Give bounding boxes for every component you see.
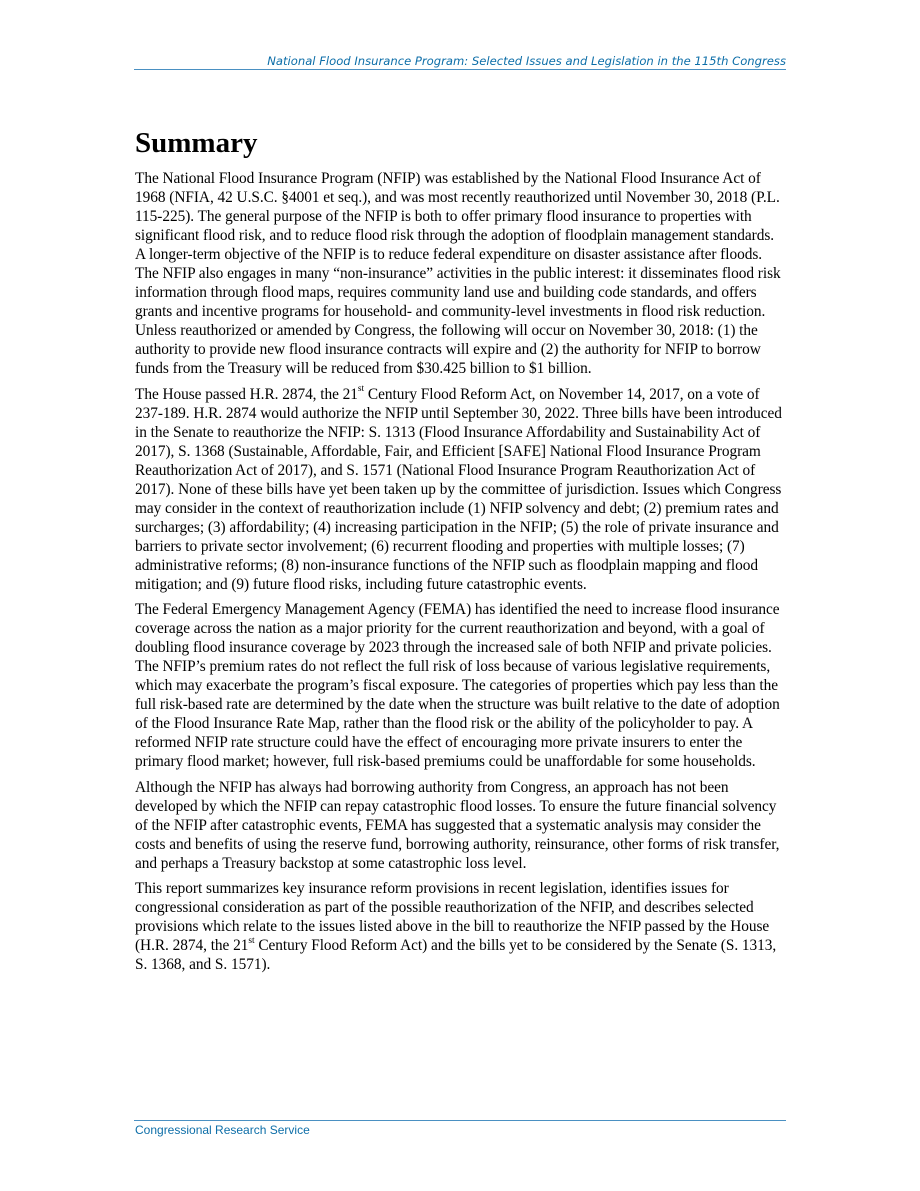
paragraph-text: This report summarizes key insurance reform provisions in recent legislation, identifies issues for congressional consideration as part of the possible reauthorization of the NFIP, and describes selected provisions which relate to the issues listed above in the bill to reauthorize the NFIP passed by the House (H.R. 2874, the 21 — [135, 880, 770, 954]
summary-paragraph-1: The National Flood Insurance Program (NFIP) was established by the National Flood Insurance Act of 1968 (NFIA, 42 U.S.C. §4001 et seq.), and was most recently reauthorized until November 30, 2018 (P.L. 115-225). The general purpose of the NFIP is both to offer primary flood insurance to properties with significant flood risk, and to reduce flood risk through the adoption of floodplain management standards. A longer-term objective of the NFIP is to reduce federal expenditure on disaster assistance after floods. The NFIP also engages in many “non-insurance” activities in the public interest: it disseminates flood risk information through flood maps, requires community land use and building code standards, and offers grants and incentive programs for household- and community-level investments in flood risk reduction. Unless reauthorized or amended by Congress, the following will occur on November 30, 2018: (1) the authority to provide new flood insurance contracts will expire and (2) the authority for NFIP to borrow funds from the Treasury will be reduced from $30.425 billion to $1 billion. — [135, 170, 781, 377]
paragraph-text: Century Flood Reform Act, on November 14, 2017, on a vote of 237-189. H.R. 2874 would authorize the NFIP until September 30, 2022. Three bills have been introduced in the Senate to reauthorize the NFIP: S. 1313 (Flood Insurance Affordability and Sustainability Act of 2017), S. 1368 (Sustainable, Affordable, Fair, and Efficient [SAFE] National Flood Insurance Program Reauthorization Act of 2017), and S. 1571 (National Flood Insurance Program Reauthorization Act of 2017). None of these bills have yet been taken up by the committee of jurisdiction. Issues which Congress may consider in the context of reauthorization include (1) NFIP solvency and debt; (2) premium rates and surcharges; (3) affordability; (4) increasing participation in the NFIP; (5) the role of private insurance and barriers to private sector involvement; (6) recurrent flooding and properties with multiple losses; (7) administrative reforms; (8) non-insurance functions of the NFIP such as floodplain mapping and flood mitigation; and (9) future flood risks, including future catastrophic events. — [135, 385, 782, 593]
paragraph-text: The House passed H.R. 2874, the 21 — [135, 385, 358, 403]
header-rule — [134, 69, 786, 70]
ordinal-suffix: st — [357, 384, 365, 395]
summary-paragraph-2 — [135, 385, 787, 594]
summary-paragraph-4: Although the NFIP has always had borrowing authority from Congress, an approach has not been developed by which the NFIP can repay catastrophic flood losses. To ensure the future financial solvency of the NFIP after catastrophic events, FEMA has suggested that a systematic analysis may consider the costs and benefits of using the reserve fund, borrowing authority, reinsurance, other forms of risk transfer, and perhaps a Treasury backstop at some catastrophic loss level. — [135, 778, 780, 872]
footer-source: Congressional Research Service — [135, 1123, 310, 1137]
summary-paragraph-5 — [135, 879, 787, 974]
page-title: Summary — [135, 127, 258, 159]
paragraph-text: Century Flood Reform Act) and the bills yet to be considered by the Senate (S. 1313, S. 1368, and S. 1571). — [135, 937, 777, 973]
ordinal-suffix: st — [248, 935, 255, 946]
summary-paragraph-3: The Federal Emergency Management Agency (FEMA) has identified the need to increase flood insurance coverage across the nation as a major priority for the current reauthorization and beyond, with a goal of doubling flood insurance coverage by 2023 through the increased sale of both NFIP and private policies. The NFIP’s premium rates do not reflect the full risk of loss because of various legislative requirements, which may exacerbate the program’s fiscal exposure. The categories of properties which pay less than the full risk-based rate are determined by the date when the structure was built relative to the date of adoption of the Flood Insurance Rate Map, rather than the flood risk or the ability of the policyholder to pay. A reformed NFIP rate structure could have the effect of encouraging more private insurers to enter the primary flood market; however, full risk-based premiums could be unaffordable for some households. — [135, 601, 780, 770]
page-content — [135, 125, 787, 981]
footer-rule — [134, 1120, 786, 1121]
running-header: National Flood Insurance Program: Selected Issues and Legislation in the 115th Congress — [267, 54, 786, 68]
